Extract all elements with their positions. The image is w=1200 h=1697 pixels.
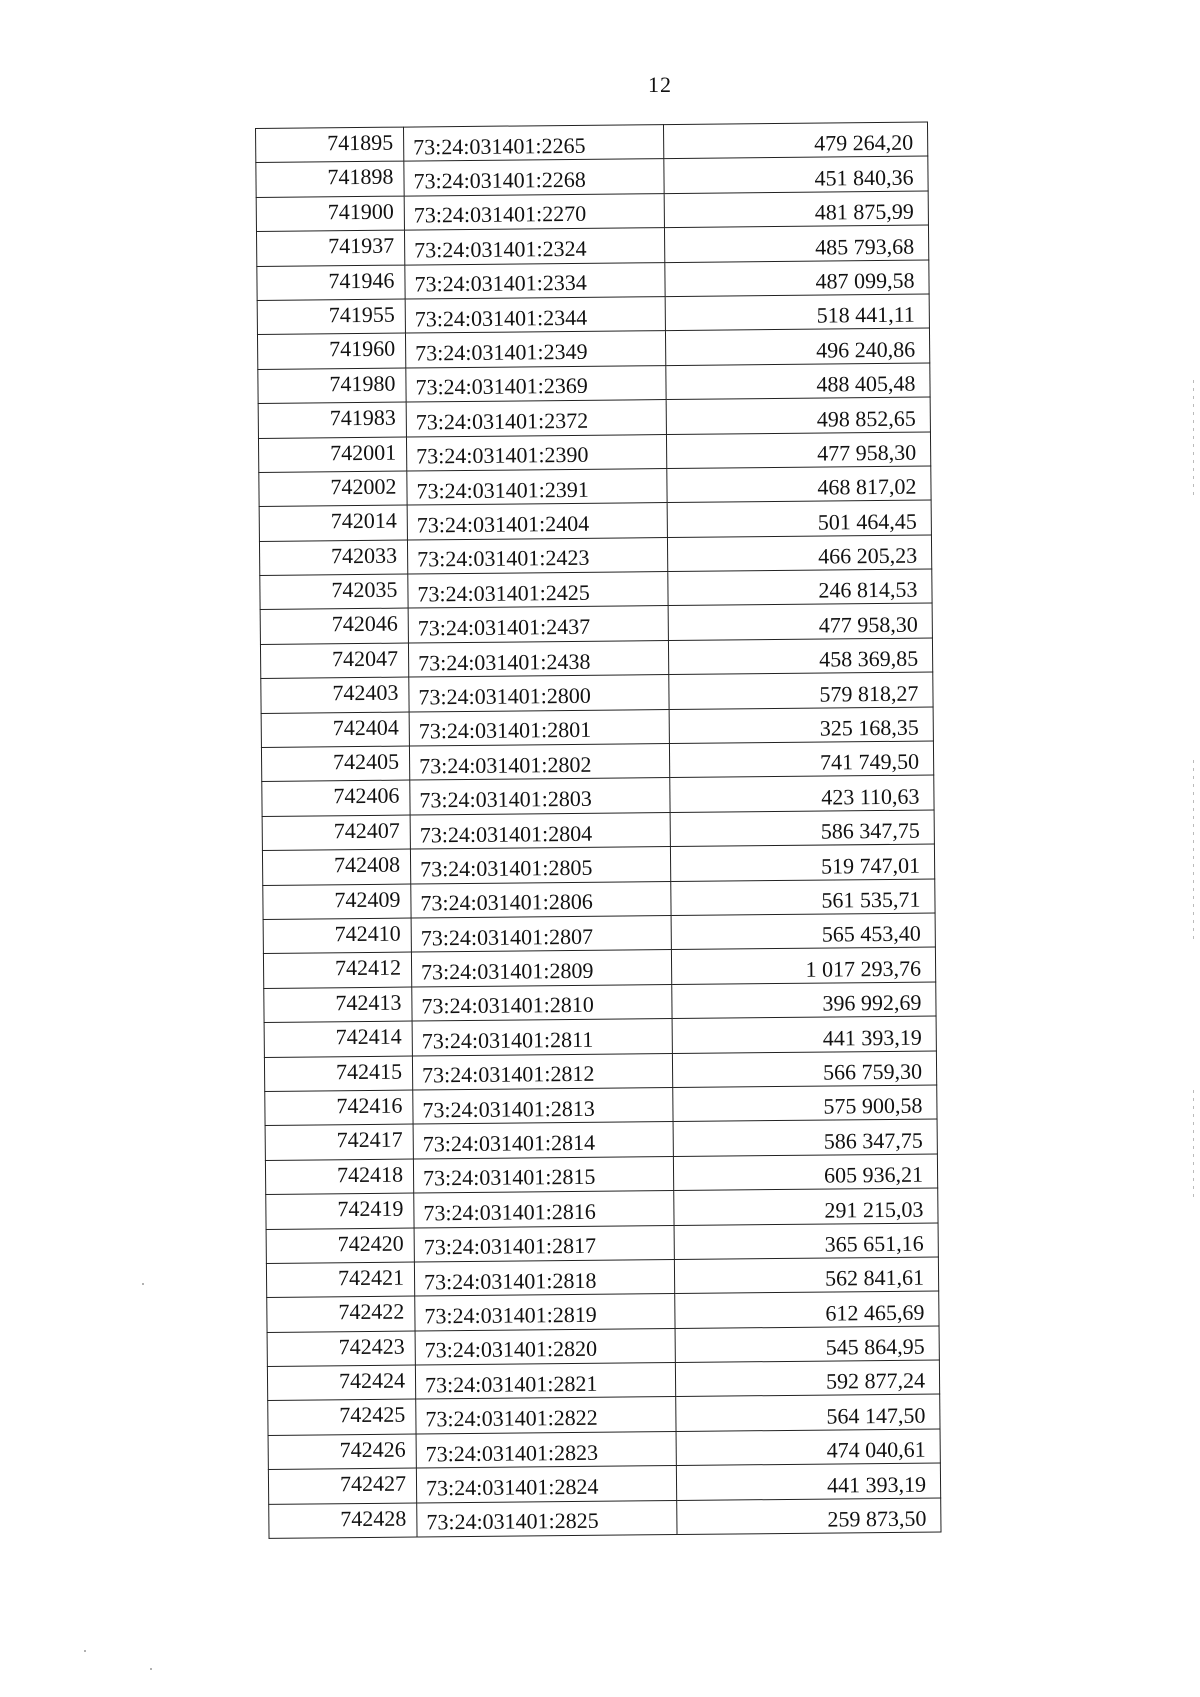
- record-number-cell: 741898: [256, 161, 404, 197]
- table-row: [269, 1498, 941, 1539]
- record-number-cell: 742014: [259, 505, 407, 541]
- cadastral-value-cell: 561 535,71: [671, 879, 935, 916]
- cadastral-number-cell: 73:24:031401:2814: [413, 1122, 673, 1159]
- record-number-cell: 742412: [263, 952, 411, 988]
- record-number-cell: 742407: [262, 815, 410, 851]
- record-number-cell: 741937: [256, 230, 404, 266]
- cadastral-number-cell: 73:24:031401:2344: [405, 297, 665, 334]
- record-number-cell: 742421: [266, 1262, 414, 1298]
- record-number-cell: 742428: [269, 1503, 417, 1539]
- record-number-cell: 742410: [263, 918, 411, 954]
- cadastral-value-cell: 479 264,20: [663, 122, 927, 159]
- record-number-cell: 742423: [267, 1331, 415, 1367]
- cadastral-value-cell: 562 841,61: [674, 1257, 938, 1294]
- cadastral-number-cell: 73:24:031401:2822: [416, 1397, 676, 1434]
- record-number-cell: 742425: [268, 1399, 416, 1435]
- cadastral-value-table: [255, 122, 942, 1539]
- record-number-cell: 742413: [264, 987, 412, 1023]
- record-number-cell: 742420: [266, 1228, 414, 1264]
- cadastral-number-cell: 73:24:031401:2819: [415, 1294, 675, 1331]
- record-number-cell: 741900: [256, 196, 404, 232]
- record-number-cell: 742417: [265, 1124, 413, 1160]
- cadastral-number-cell: 73:24:031401:2813: [413, 1087, 673, 1124]
- record-number-cell: 742426: [268, 1434, 416, 1470]
- scan-edge-mark: [1193, 1090, 1194, 1200]
- cadastral-number-cell: 73:24:031401:2404: [407, 503, 667, 540]
- record-number-cell: 741955: [257, 299, 405, 335]
- cadastral-number-cell: 73:24:031401:2821: [415, 1363, 675, 1400]
- record-number-cell: 742046: [260, 609, 408, 645]
- record-number-cell: 742047: [260, 643, 408, 679]
- cadastral-number-cell: 73:24:031401:2391: [407, 468, 667, 505]
- cadastral-number-cell: 73:24:031401:2805: [410, 847, 670, 884]
- cadastral-value-cell: 579 818,27: [669, 672, 933, 709]
- cadastral-number-cell: 73:24:031401:2270: [404, 193, 664, 230]
- cadastral-number-cell: 73:24:031401:2818: [414, 1259, 674, 1296]
- cadastral-value-cell: 545 864,95: [675, 1326, 939, 1363]
- scanned-table-sheet: [255, 122, 942, 1539]
- record-number-cell: 741980: [258, 368, 406, 404]
- cadastral-value-cell: 291 215,03: [674, 1188, 938, 1225]
- page-number: 12: [648, 72, 672, 97]
- cadastral-value-cell: 466 205,23: [667, 535, 931, 572]
- cadastral-number-cell: 73:24:031401:2804: [410, 812, 670, 849]
- cadastral-number-cell: 73:24:031401:2811: [412, 1019, 672, 1056]
- cadastral-value-cell: 501 464,45: [667, 500, 931, 537]
- cadastral-value-cell: 586 347,75: [673, 1119, 937, 1156]
- cadastral-number-cell: 73:24:031401:2268: [404, 159, 664, 196]
- cadastral-number-cell: 73:24:031401:2265: [403, 125, 663, 162]
- cadastral-number-cell: 73:24:031401:2438: [408, 640, 668, 677]
- cadastral-value-cell: 518 441,11: [665, 294, 929, 331]
- cadastral-value-cell: 566 759,30: [672, 1051, 936, 1088]
- cadastral-value-cell: 259 873,50: [677, 1498, 941, 1535]
- cadastral-value-cell: 441 393,19: [672, 1016, 936, 1053]
- cadastral-number-cell: 73:24:031401:2425: [408, 572, 668, 609]
- cadastral-value-cell: 487 099,58: [665, 260, 929, 297]
- cadastral-number-cell: 73:24:031401:2816: [414, 1191, 674, 1228]
- cadastral-number-cell: 73:24:031401:2809: [411, 950, 671, 987]
- cadastral-value-cell: 741 749,50: [669, 741, 933, 778]
- cadastral-number-cell: 73:24:031401:2820: [415, 1328, 675, 1365]
- cadastral-number-cell: 73:24:031401:2334: [405, 262, 665, 299]
- cadastral-value-cell: 488 405,48: [666, 363, 930, 400]
- record-number-cell: 742416: [265, 1090, 413, 1126]
- cadastral-value-cell: 496 240,86: [665, 328, 929, 365]
- cadastral-value-cell: 365 651,16: [674, 1222, 938, 1259]
- record-number-cell: 742414: [264, 1021, 412, 1057]
- cadastral-number-cell: 73:24:031401:2825: [417, 1500, 677, 1537]
- cadastral-value-cell: 458 369,85: [668, 638, 932, 675]
- cadastral-value-cell: 485 793,68: [664, 225, 928, 262]
- record-number-cell: 742001: [258, 437, 406, 473]
- cadastral-value-cell: 246 814,53: [668, 569, 932, 606]
- record-number-cell: 742424: [267, 1365, 415, 1401]
- cadastral-value-cell: 498 852,65: [666, 397, 930, 434]
- record-number-cell: 741895: [256, 127, 404, 163]
- cadastral-value-cell: 396 992,69: [672, 982, 936, 1019]
- cadastral-number-cell: 73:24:031401:2372: [406, 400, 666, 437]
- cadastral-number-cell: 73:24:031401:2423: [407, 537, 667, 574]
- cadastral-number-cell: 73:24:031401:2806: [411, 881, 671, 918]
- scan-edge-mark: [1193, 380, 1194, 500]
- record-number-cell: 742415: [264, 1056, 412, 1092]
- scan-edge-mark: [1193, 760, 1194, 940]
- cadastral-value-cell: 586 347,75: [670, 810, 934, 847]
- record-number-cell: 742033: [259, 540, 407, 576]
- cadastral-value-cell: 575 900,58: [673, 1085, 937, 1122]
- cadastral-value-cell: 612 465,69: [675, 1291, 939, 1328]
- cadastral-value-cell: 592 877,24: [675, 1360, 939, 1397]
- record-number-cell: 742409: [263, 884, 411, 920]
- record-number-cell: 742419: [266, 1193, 414, 1229]
- record-number-cell: 742418: [265, 1159, 413, 1195]
- record-number-cell: 741983: [258, 402, 406, 438]
- scan-speck: [84, 1650, 86, 1652]
- cadastral-value-cell: 423 110,63: [670, 775, 934, 812]
- cadastral-number-cell: 73:24:031401:2390: [406, 434, 666, 471]
- record-number-cell: 742422: [267, 1296, 415, 1332]
- record-number-cell: 742035: [260, 574, 408, 610]
- cadastral-value-cell: 481 875,99: [664, 191, 928, 228]
- cadastral-number-cell: 73:24:031401:2807: [411, 916, 671, 953]
- scan-speck: [150, 1668, 152, 1670]
- record-number-cell: 742408: [262, 849, 410, 885]
- cadastral-number-cell: 73:24:031401:2812: [412, 1053, 672, 1090]
- cadastral-number-cell: 73:24:031401:2817: [414, 1225, 674, 1262]
- cadastral-number-cell: 73:24:031401:2349: [405, 331, 665, 368]
- cadastral-number-cell: 73:24:031401:2369: [406, 365, 666, 402]
- record-number-cell: 742427: [268, 1468, 416, 1504]
- cadastral-value-cell: 441 393,19: [676, 1463, 940, 1500]
- cadastral-value-cell: 474 040,61: [676, 1429, 940, 1466]
- cadastral-number-cell: 73:24:031401:2437: [408, 606, 668, 643]
- cadastral-number-cell: 73:24:031401:2324: [404, 228, 664, 265]
- cadastral-value-cell: 565 453,40: [671, 913, 935, 950]
- record-number-cell: 741946: [257, 265, 405, 301]
- cadastral-value-cell: 605 936,21: [673, 1154, 937, 1191]
- cadastral-number-cell: 73:24:031401:2824: [416, 1466, 676, 1503]
- cadastral-value-cell: 519 747,01: [670, 844, 934, 881]
- cadastral-number-cell: 73:24:031401:2800: [409, 675, 669, 712]
- cadastral-value-cell: 477 958,30: [668, 603, 932, 640]
- record-number-cell: 741960: [257, 333, 405, 369]
- record-number-cell: 742403: [261, 677, 409, 713]
- cadastral-value-cell: 564 147,50: [676, 1394, 940, 1431]
- cadastral-value-cell: 325 168,35: [669, 707, 933, 744]
- table-body: [256, 122, 942, 1538]
- record-number-cell: 742404: [261, 712, 409, 748]
- cadastral-number-cell: 73:24:031401:2810: [412, 984, 672, 1021]
- record-number-cell: 742406: [262, 780, 410, 816]
- cadastral-number-cell: 73:24:031401:2823: [416, 1431, 676, 1468]
- scan-speck: [142, 1283, 144, 1285]
- cadastral-value-cell: 1 017 293,76: [671, 947, 935, 984]
- cadastral-value-cell: 468 817,02: [667, 466, 931, 503]
- cadastral-number-cell: 73:24:031401:2801: [409, 709, 669, 746]
- cadastral-number-cell: 73:24:031401:2815: [413, 1156, 673, 1193]
- cadastral-number-cell: 73:24:031401:2803: [410, 778, 670, 815]
- record-number-cell: 742002: [259, 471, 407, 507]
- cadastral-number-cell: 73:24:031401:2802: [409, 744, 669, 781]
- cadastral-value-cell: 451 840,36: [664, 156, 928, 193]
- cadastral-value-cell: 477 958,30: [666, 432, 930, 469]
- record-number-cell: 742405: [261, 746, 409, 782]
